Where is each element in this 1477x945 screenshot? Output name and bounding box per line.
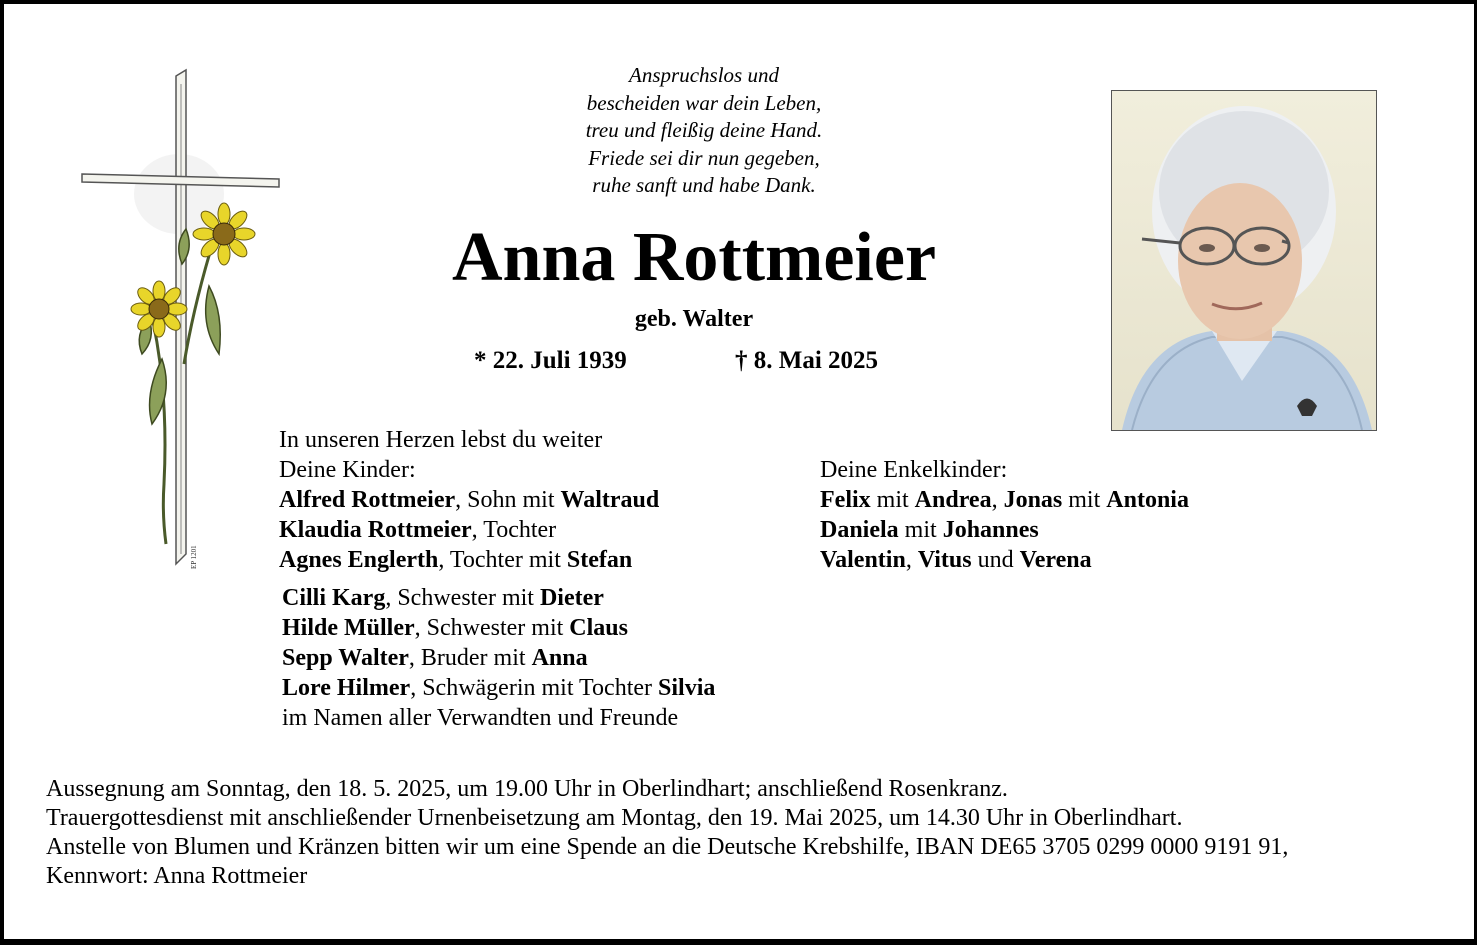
service-details bbox=[46, 775, 1288, 891]
poem-line: bescheiden war dein Leben, bbox=[586, 90, 822, 115]
portrait-image bbox=[1112, 91, 1376, 430]
footer-line: Anstelle von Blumen und Kränzen bitten wir um eine Spende an die Deutsche Krebshilfe, IBAN DE65 3705 0299 0000 9191 91, bbox=[46, 834, 1289, 860]
list-item: Felix mit Andrea, Jonas mit Antonia bbox=[820, 487, 1189, 513]
list-item: Agnes Englerth, Tochter mit Stefan bbox=[279, 547, 633, 573]
portrait-photo bbox=[1111, 90, 1377, 431]
footer-line: Aussegnung am Sonntag, den 18. 5. 2025, um 19.00 Uhr in Oberlindhart; anschließend Rosenkranz. bbox=[46, 776, 1008, 802]
deceased-name: Anna Rottmeier bbox=[451, 219, 937, 296]
children-list bbox=[279, 425, 659, 575]
list-item: Valentin, Vitus und Verena bbox=[820, 547, 1092, 573]
list-item: Hilde Müller, Schwester mit Claus bbox=[282, 615, 628, 641]
list-item: Lore Hilmer, Schwägerin mit Tochter Silvia bbox=[282, 675, 716, 701]
grandchildren-list bbox=[820, 455, 1189, 575]
list-item: Sepp Walter, Bruder mit Anna bbox=[282, 645, 588, 671]
cross-icon bbox=[74, 64, 284, 584]
birth-date: * 22. Juli 1939 bbox=[474, 347, 627, 374]
maiden-name: geb. Walter bbox=[634, 306, 754, 332]
poem-line: ruhe sanft und habe Dank. bbox=[592, 173, 816, 197]
poem bbox=[504, 62, 904, 200]
list-item: Cilli Karg, Schwester mit Dieter bbox=[282, 585, 604, 611]
footer-line: Trauergottesdienst mit anschließender Urnenbeisetzung am Montag, den 19. Mai 2025, um 14.30 Uhr in Oberlindhart. bbox=[46, 805, 1183, 831]
children-heading: Deine Kinder: bbox=[279, 457, 416, 483]
list-item: Alfred Rottmeier, Sohn mit Waltraud bbox=[279, 487, 660, 513]
poem-line: treu und fleißig deine Hand. bbox=[585, 118, 823, 142]
death-date: † 8. Mai 2025 bbox=[735, 347, 879, 374]
grandchildren-heading: Deine Enkelkinder: bbox=[820, 457, 1008, 483]
relatives-line: im Namen aller Verwandten und Freunde bbox=[282, 705, 679, 731]
artwork-code: EP 1201 bbox=[190, 545, 198, 569]
footer-line: Kennwort: Anna Rottmeier bbox=[46, 863, 308, 889]
poem-line: Friede sei dir nun gegeben, bbox=[588, 145, 820, 170]
intro-line: In unseren Herzen lebst du weiter bbox=[279, 427, 603, 453]
poem-line: Anspruchslos und bbox=[629, 63, 779, 87]
list-item: Klaudia Rottmeier, Tochter bbox=[279, 517, 557, 543]
siblings-list bbox=[282, 583, 715, 733]
list-item: Daniela mit Johannes bbox=[820, 517, 1039, 543]
cross-sunflower-illustration bbox=[74, 64, 284, 584]
